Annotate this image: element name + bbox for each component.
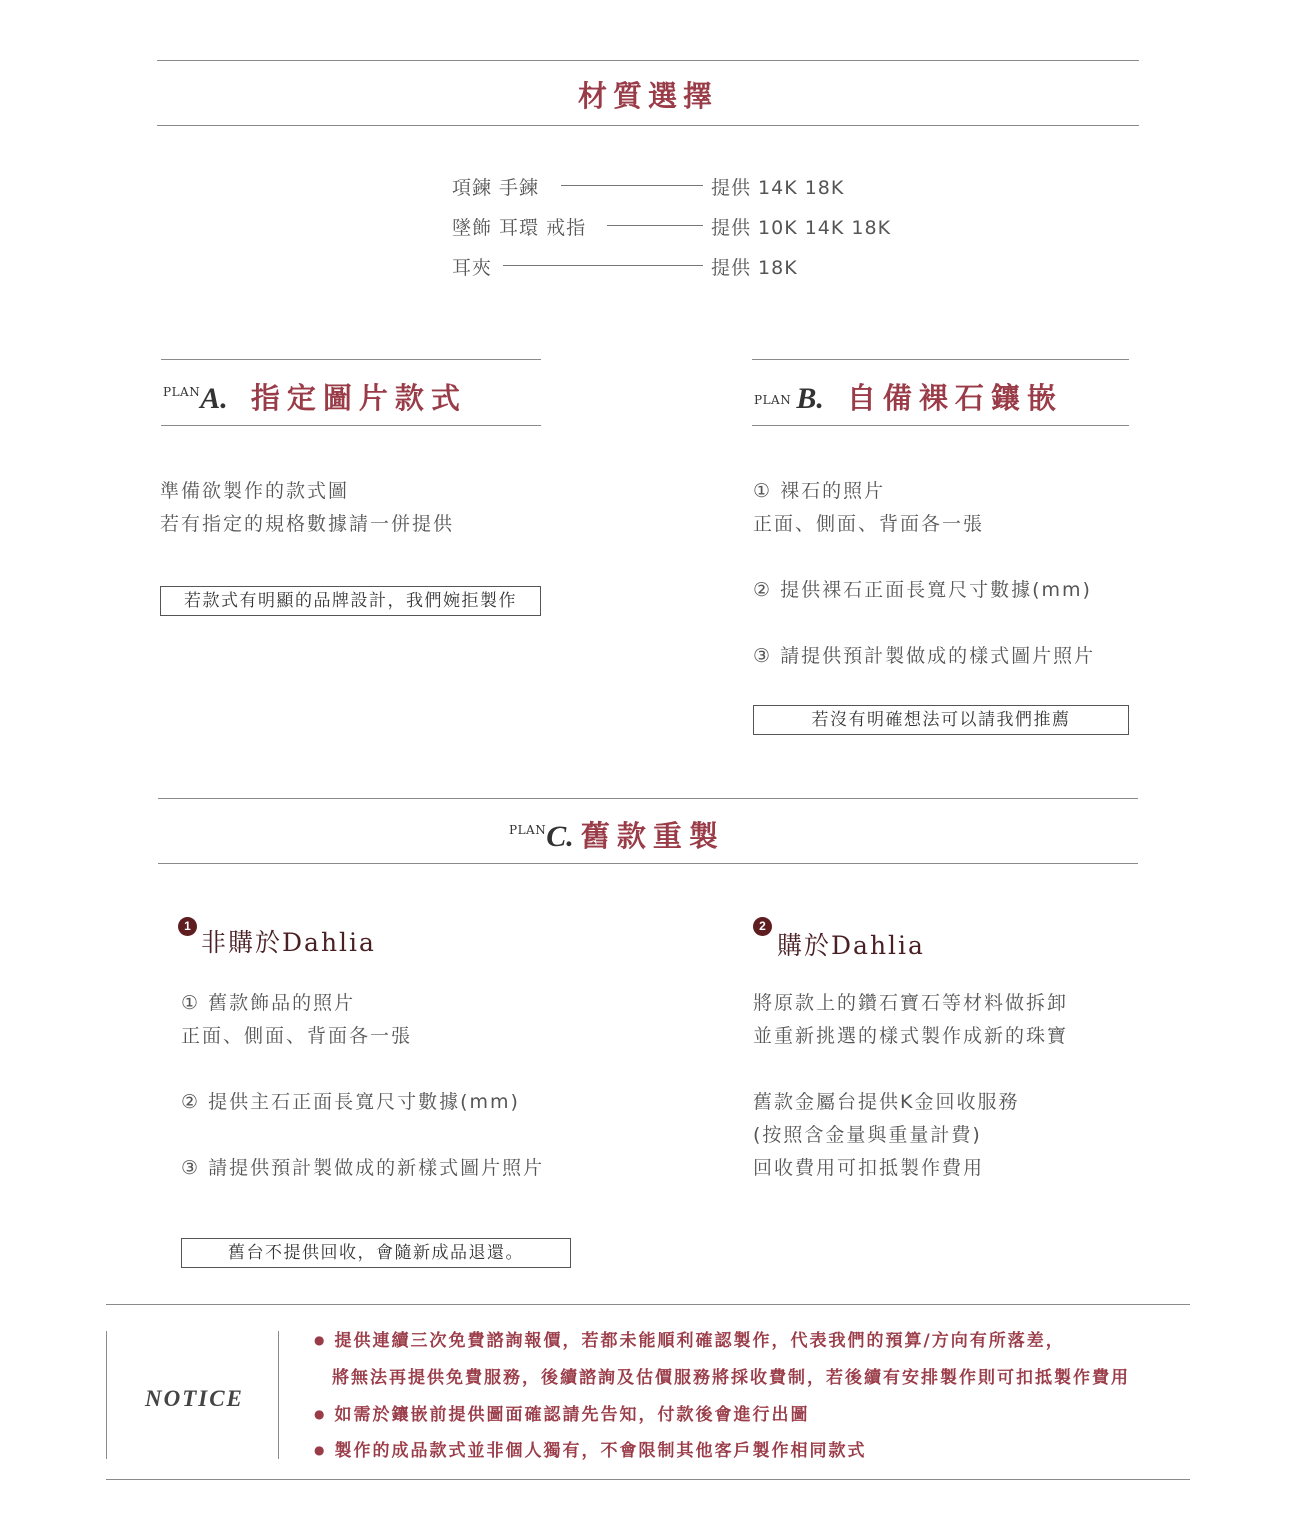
bullet-icon: ● (314, 1443, 327, 1457)
plan-a-letter: A. (200, 382, 228, 415)
material-row-label: 項鍊 手鍊 (452, 177, 540, 199)
bullet-icon: ● (314, 1333, 327, 1347)
plan-c-top-rule (158, 798, 1138, 799)
plan-label: PLAN (754, 393, 792, 407)
plan-b-item: ③ 請提供預計製做成的樣式圖片照片 (753, 645, 1096, 667)
notice-top-rule (106, 1304, 1190, 1305)
material-row-connector (561, 185, 703, 186)
plan-a-top-rule (161, 359, 541, 360)
plan-c-right-text: 舊款金屬台提供K金回收服務 (753, 1091, 1020, 1113)
plan-b-item: ① 裸石的照片 (753, 480, 886, 502)
bullet-icon: ● (314, 1407, 327, 1421)
number-badge: 1 (178, 917, 197, 936)
notice-text: 如需於鑲嵌前提供圖面確認請先告知，付款後會進行出圖 (334, 1405, 810, 1425)
material-row-connector (607, 225, 703, 226)
plan-b-item: ② 提供裸石正面長寬尺寸數據(mm) (753, 579, 1092, 601)
material-row-value: 提供 14K 18K (711, 177, 845, 199)
notice-text: 提供連續三次免費諮詢報價，若都未能順利確認製作，代表我們的預算/方向有所落差， (334, 1331, 1065, 1351)
plan-c-bottom-rule (158, 863, 1138, 864)
plan-c-left-item: ③ 請提供預計製做成的新樣式圖片照片 (181, 1157, 545, 1179)
plan-a-title: 指定圖片款式 (250, 381, 467, 415)
material-bottom-rule (157, 125, 1139, 126)
notice-left-divider (106, 1331, 107, 1459)
plan-c-left-item: 正面、側面、背面各一張 (181, 1025, 413, 1047)
plan-c-right-text: 並重新挑選的樣式製作成新的珠寶 (753, 1025, 1069, 1047)
plan-c-left-note-box: 舊台不提供回收，會隨新成品退還。 (181, 1238, 571, 1268)
material-row-label: 墜飾 耳環 戒指 (452, 217, 587, 239)
plan-a-line: 準備欲製作的款式圖 (160, 480, 350, 502)
plan-b-item: 正面、側面、背面各一張 (753, 513, 985, 535)
plan-b-letter: B. (796, 382, 824, 415)
plan-c-right-heading: 購於Dahlia (777, 931, 925, 960)
plan-c-right-text: 將原款上的鑽石寶石等材料做拆卸 (753, 992, 1069, 1014)
material-row-label: 耳夾 (452, 257, 493, 279)
plan-a-note-box: 若款式有明顯的品牌設計，我們婉拒製作 (160, 586, 541, 616)
notice-label: NOTICE (145, 1386, 244, 1411)
plan-a-header (163, 376, 467, 417)
notice-text: 將無法再提供免費服務，後續諮詢及估價服務將採收費制，若後續有安排製作則可扣抵製作費用 (332, 1368, 1130, 1388)
plan-label: PLAN (163, 385, 201, 399)
plan-a-bottom-rule (161, 425, 541, 426)
plan-c-left-item: ② 提供主石正面長寬尺寸數據(mm) (181, 1091, 520, 1113)
plan-b-bottom-rule (752, 425, 1129, 426)
plan-b-header (754, 376, 1063, 417)
material-top-rule (157, 60, 1139, 61)
material-row-value: 提供 10K 14K 18K (711, 217, 892, 239)
material-title: 材質選擇 (577, 79, 718, 113)
plan-c-title: 舊款重製 (580, 819, 725, 853)
notice-mid-divider (278, 1331, 279, 1459)
plan-c-right-text: (按照含金量與重量計費) (753, 1124, 982, 1146)
plan-label: PLAN (509, 823, 547, 837)
plan-b-title: 自備裸石鑲嵌 (846, 381, 1063, 415)
plan-b-top-rule (752, 359, 1129, 360)
plan-c-left-heading: 非購於Dahlia (201, 928, 376, 957)
notice-bottom-rule (106, 1479, 1190, 1480)
notice-item (314, 1436, 866, 1461)
material-row-value: 提供 18K (711, 257, 798, 279)
notice-item (314, 1326, 1065, 1351)
plan-c-header (509, 814, 725, 855)
plan-c-left-item: ① 舊款飾品的照片 (181, 992, 356, 1014)
notice-item (314, 1400, 809, 1425)
plan-c-right-text: 回收費用可扣抵製作費用 (753, 1157, 985, 1179)
plan-b-note-box: 若沒有明確想法可以請我們推薦 (753, 705, 1129, 735)
plan-c-letter: C. (546, 820, 574, 853)
number-badge: 2 (753, 917, 772, 936)
notice-text: 製作的成品款式並非個人獨有，不會限制其他客戶製作相同款式 (334, 1441, 867, 1461)
notice-item (332, 1363, 1130, 1388)
plan-a-line: 若有指定的規格數據請一併提供 (160, 513, 455, 535)
material-row-connector (503, 265, 703, 266)
